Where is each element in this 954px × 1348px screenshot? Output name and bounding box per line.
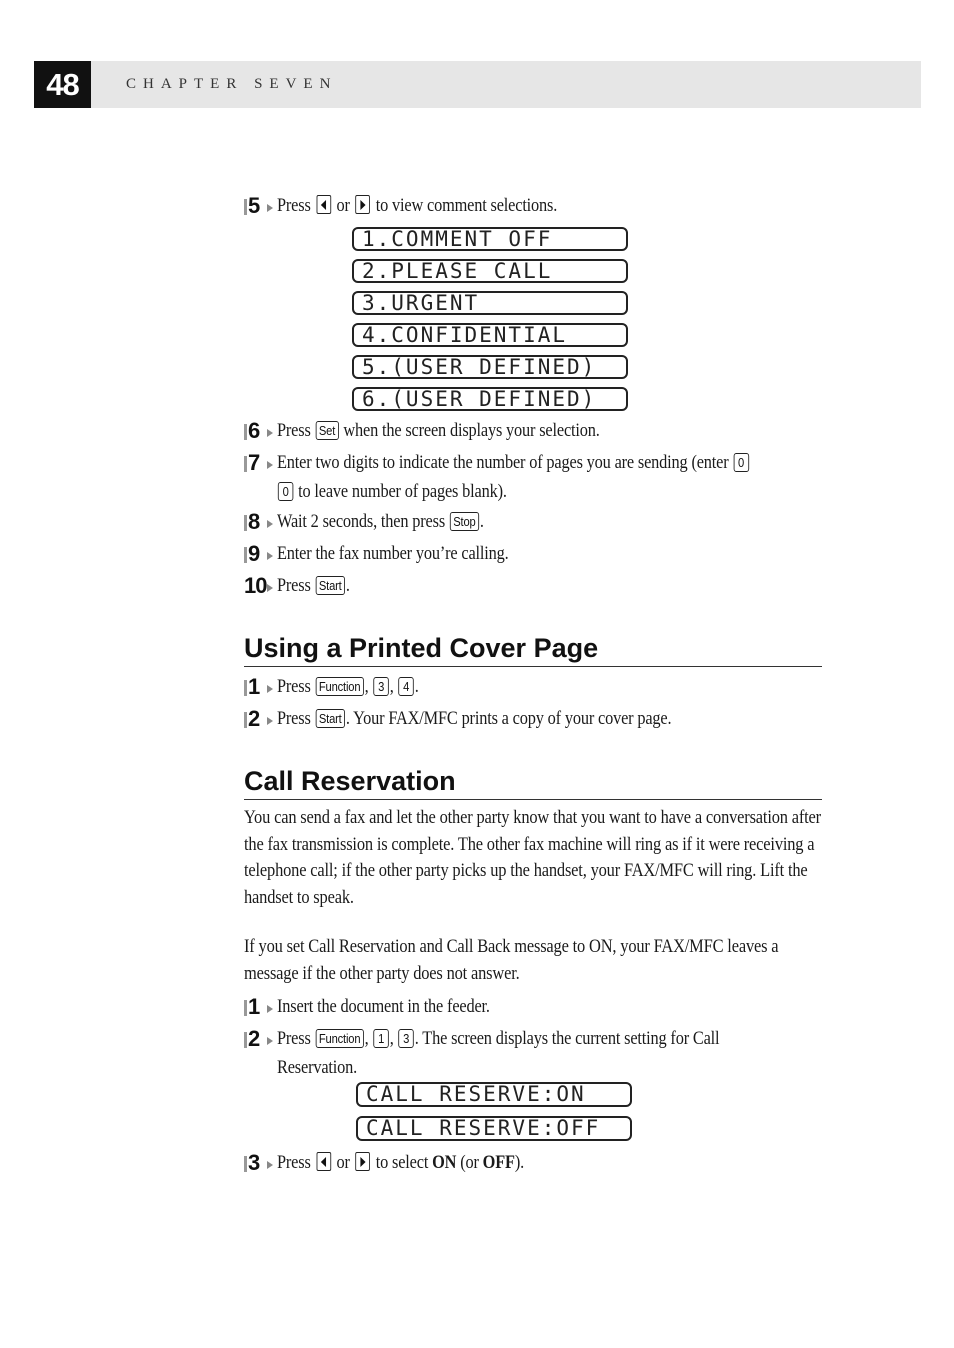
reserve-step-3 [244,1152,564,1177]
lcd-display: 1.COMMENT OFF [352,227,628,251]
cover-step-1 [244,676,442,701]
left-arrow-key-icon [316,195,331,214]
lcd-display: 5.(USER DEFINED) [352,355,628,379]
step-number: 3 [244,1152,277,1174]
step-number: 6 [244,420,277,442]
lcd-display: 4.CONFIDENTIAL [352,323,628,347]
step-10 [244,575,362,600]
section-heading: Using a Printed Cover Page [244,632,822,667]
left-arrow-key-icon [316,1152,331,1171]
step-number: 1 [244,676,277,698]
step-text: Press Set when the screen displays your selection. [277,420,600,441]
step-7 [244,452,827,506]
step-text: Enter two digits to indicate the number of pages you are sending (enter 0 0 to leave number of pages blank). [277,448,750,506]
lcd-display: CALL RESERVE:OFF [356,1116,632,1141]
start-key: Start [315,709,345,728]
step-text: Press or to view comment selections. [277,195,558,216]
step-6 [244,420,652,445]
reserve-step-2 [244,1028,877,1082]
step-text: Press Start . [277,575,350,596]
cover-step-2 [244,708,736,733]
step-text: Press or to select ON (or OFF). [277,1152,525,1173]
body-paragraph: You can send a fax and let the other party know that you want to have a conversation after the fax transmission is complete. The other fax machine will ring as if it were receiving a telephone call; if the other party picks up the handset, your FAX/MFC will ring. Lift the handset to speak. [244,807,821,908]
step-text: Press Function , 3 , 4 . [277,676,419,697]
lcd-display: CALL RESERVE:ON [356,1082,632,1107]
step-text: Wait 2 seconds, then press Stop . [277,511,484,532]
lcd-display: 6.(USER DEFINED) [352,387,628,411]
step-number: 9 [244,543,277,565]
digit-key: 4 [398,677,413,696]
step-9 [244,543,546,568]
step-number: 1 [244,996,277,1018]
digit-key: 3 [373,677,388,696]
digit-key: 3 [398,1029,413,1048]
lcd-display: 2.PLEASE CALL [352,259,628,283]
body-paragraph: If you set Call Reservation and Call Back message to ON, your FAX/MFC leaves a message if the other party does not answer. [244,936,779,984]
function-key: Function [315,677,363,696]
step-number: 2 [244,708,277,730]
chapter-title: CHAPTER SEVEN [126,76,338,92]
step-number: 2 [244,1028,277,1050]
step-number: 8 [244,511,277,533]
zero-key: 0 [278,482,293,501]
step-number: 10 [244,575,277,597]
right-arrow-key-icon [355,195,370,214]
step-text: Enter the fax number you’re calling. [277,543,509,564]
set-key: Set [315,421,338,440]
zero-key: 0 [733,453,748,472]
stop-key: Stop [450,512,479,531]
step-text: Press Function , 1 , 3 . The screen displays the current setting for Call Reservation. [277,1028,720,1078]
step-text: Press Start . Your FAX/MFC prints a copy of your cover page. [277,708,672,729]
step-number: 5 [244,195,277,217]
function-key: Function [315,1029,363,1048]
step-text: Insert the document in the feeder. [277,996,490,1017]
lcd-display: 3.URGENT [352,291,628,315]
step-5 [244,195,603,220]
page-number: 48 [34,61,91,108]
digit-key: 1 [373,1029,388,1048]
section-heading: Call Reservation [244,765,822,800]
step-number: 7 [244,452,277,474]
reserve-step-1 [244,996,525,1021]
step-8 [244,511,517,536]
right-arrow-key-icon [355,1152,370,1171]
start-key: Start [315,576,345,595]
